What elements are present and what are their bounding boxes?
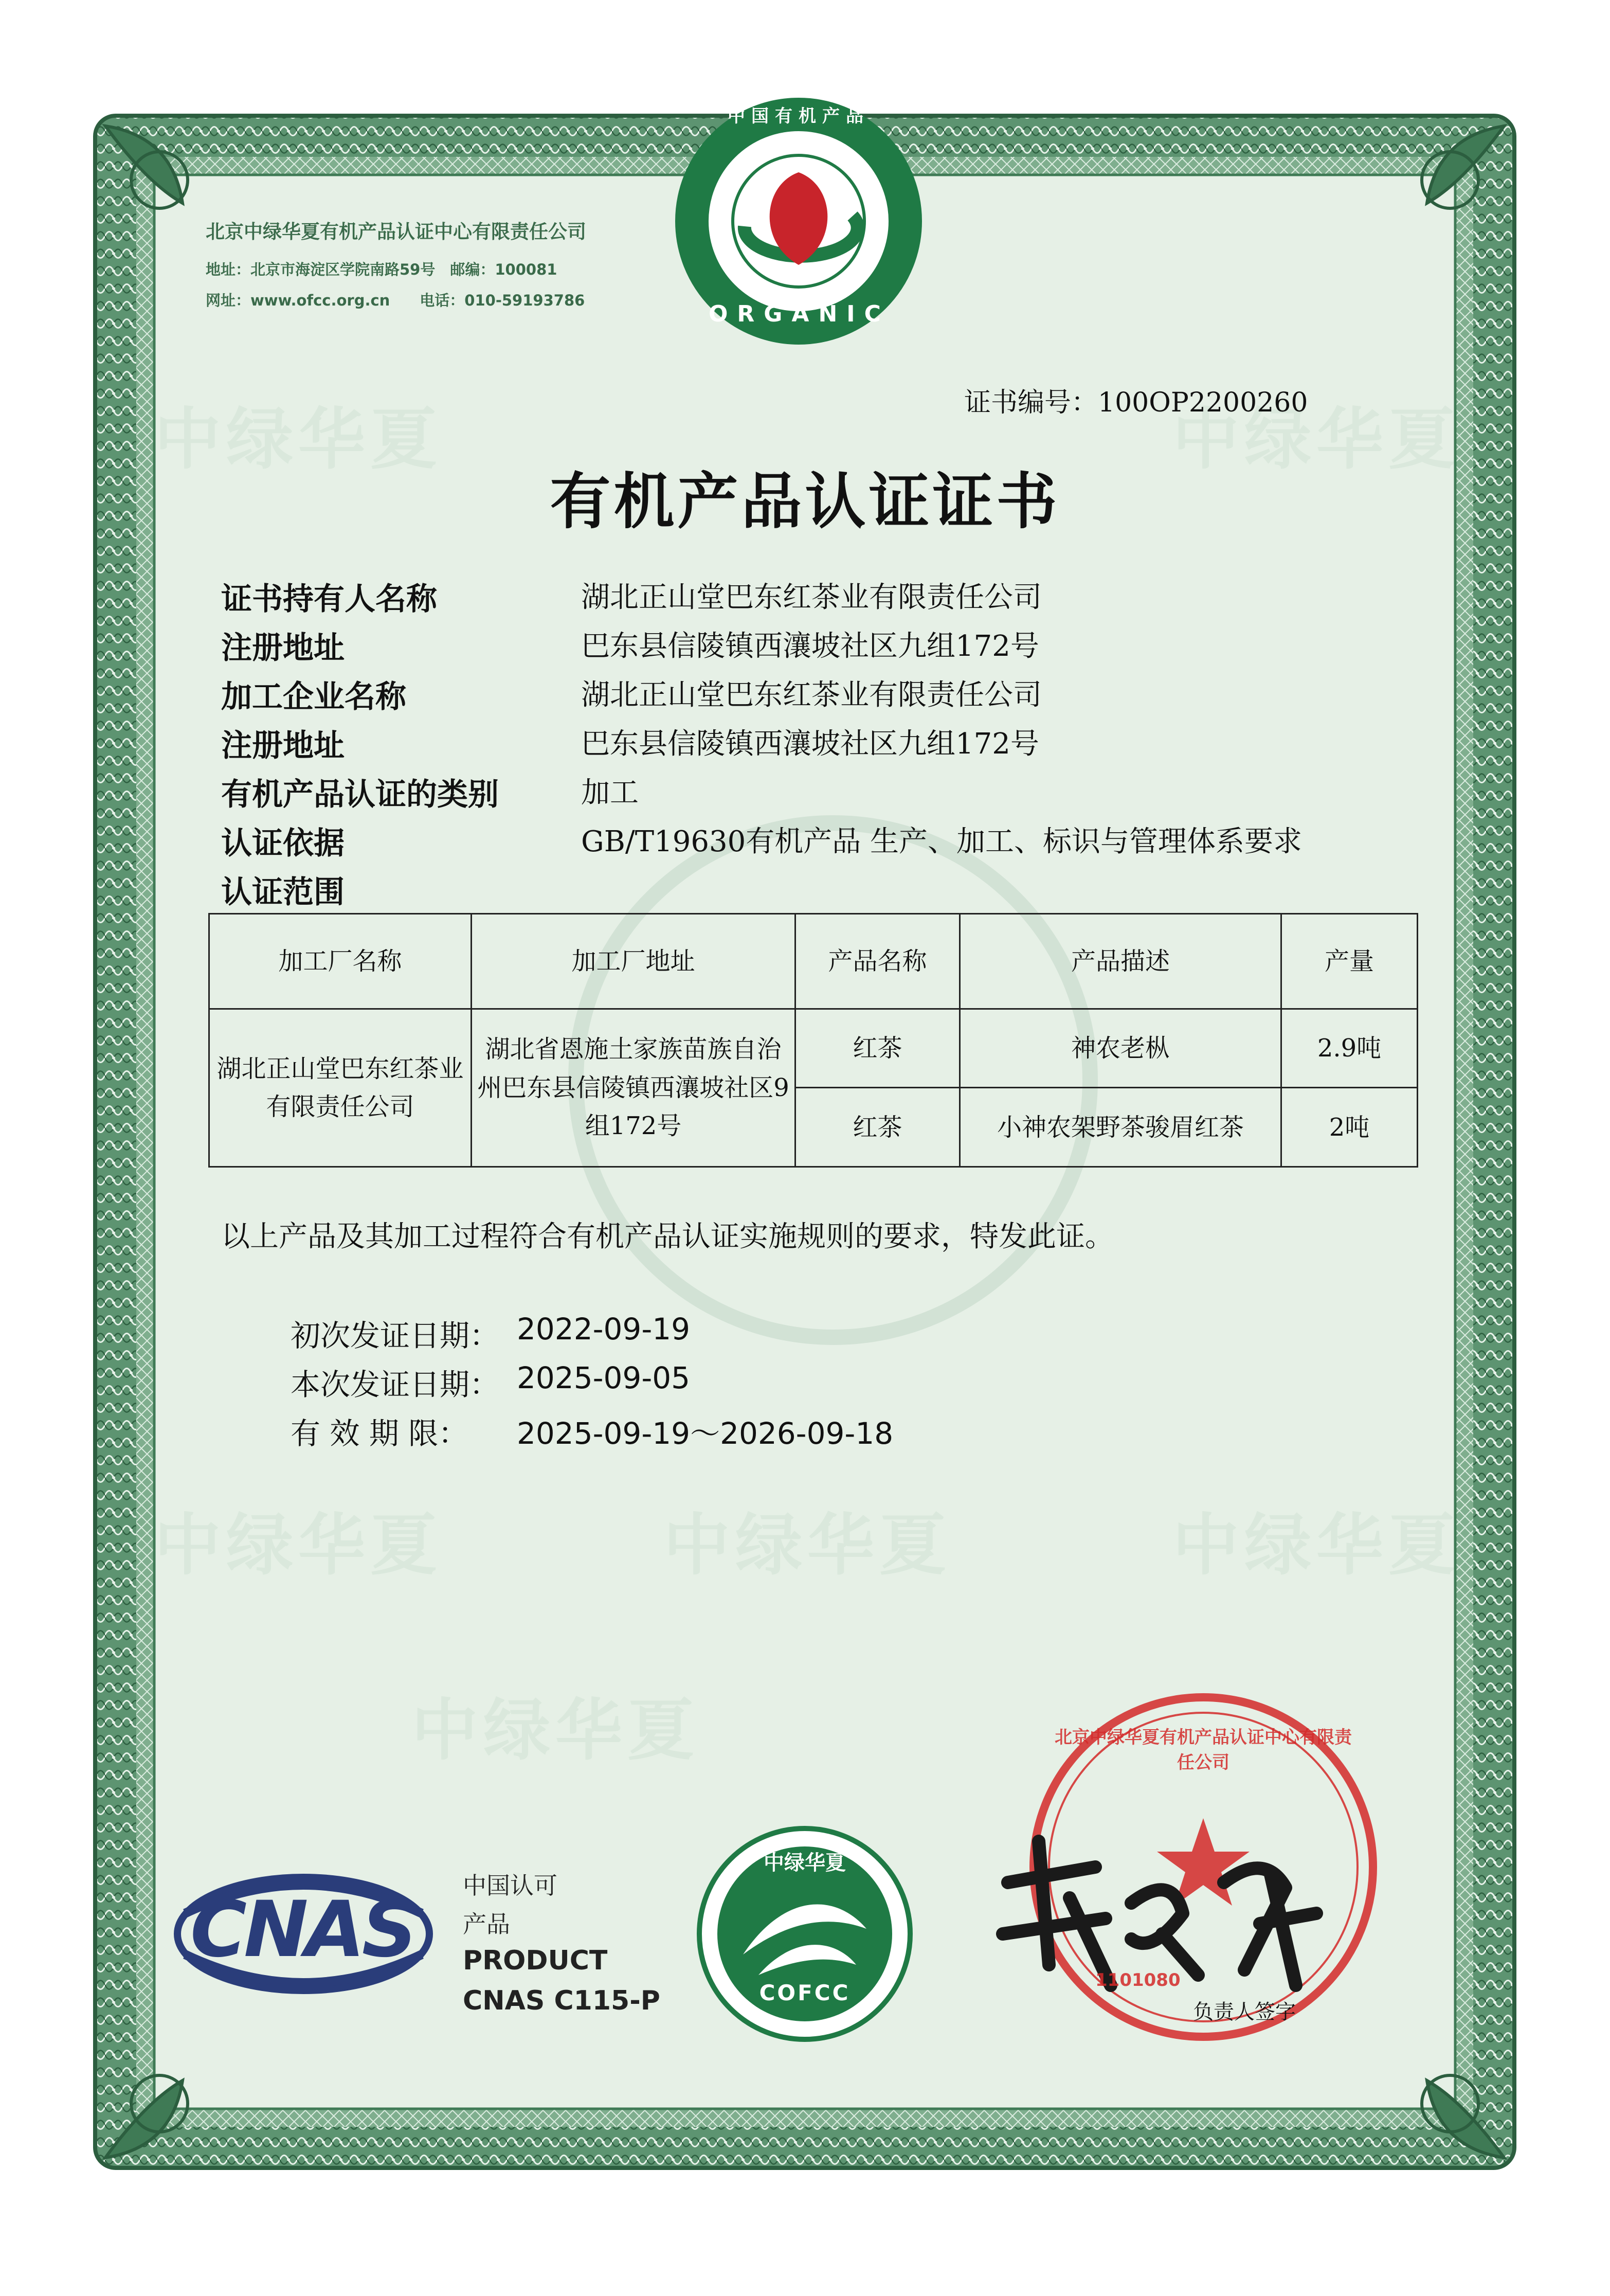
- field-label: 注册地址: [221, 630, 345, 666]
- field-label: 证书持有人名称: [221, 581, 437, 617]
- seal-code: 1101080: [1095, 1970, 1181, 1990]
- field-label: 有机产品认证的类别: [221, 777, 499, 813]
- certificate-number: 证书编号：100OP2200260: [964, 387, 1308, 418]
- date-label: 有 效 期 限：: [291, 1416, 468, 1451]
- cnas-line: PRODUCT: [463, 1945, 608, 1976]
- watermark: 中绿华夏: [1172, 400, 1461, 478]
- watermark: 中绿华夏: [1172, 1506, 1461, 1584]
- product-name-cell: 红茶: [795, 1088, 960, 1167]
- watermark: 中绿华夏: [154, 1506, 443, 1584]
- issuer-address: 地址：北京市海淀区学院南路59号 邮编：100081: [206, 261, 557, 278]
- product-description-cell: 神农老枞: [960, 1009, 1281, 1088]
- product-name-cell: 红茶: [795, 1009, 960, 1088]
- field-value: 巴东县信陵镇西瀼坡社区九组172号: [581, 630, 1039, 663]
- issuer-name: 北京中绿华夏有机产品认证中心有限责任公司: [206, 221, 586, 243]
- quantity-cell: 2.9吨: [1281, 1009, 1418, 1088]
- factory-address-cell: 湖北省恩施土家族苗族自治州巴东县信陵镇西瀼坡社区9组172号: [472, 1009, 795, 1167]
- date-value: 2025-09-19～2026-09-18: [517, 1416, 894, 1451]
- field-value: 巴东县信陵镇西瀼坡社区九组172号: [581, 727, 1039, 761]
- date-label: 初次发证日期：: [291, 1318, 500, 1353]
- table-header-cell: 产品名称: [795, 914, 960, 1009]
- watermark: 中绿华夏: [663, 1506, 952, 1584]
- cofcc-logo-top-text: 中绿华夏: [764, 1851, 846, 1875]
- table-header-cell: 加工厂地址: [472, 914, 795, 1009]
- watermark: 中绿华夏: [411, 1691, 700, 1769]
- field-label: 认证依据: [221, 826, 345, 862]
- seal-ring-text: 北京中绿华夏有机产品认证中心有限责任公司: [1055, 1727, 1352, 1773]
- cofcc-logo-bottom-text: COFCC: [759, 1980, 851, 2005]
- factory-name-cell: 湖北正山堂巴东红茶业有限责任公司: [209, 1009, 472, 1167]
- field-label: 加工企业名称: [221, 679, 406, 715]
- table-row: [209, 1009, 1418, 1088]
- table-header-row: [209, 914, 1418, 1009]
- field-value: GB/T19630有机产品 生产、加工、标识与管理体系要求: [581, 825, 1303, 858]
- organic-logo-bottom-text: ORGANIC: [709, 301, 890, 327]
- cnas-line: CNAS C115-P: [463, 1985, 660, 2016]
- issuer-website: 网址：www.ofcc.org.cn 电话：010-59193786: [206, 292, 585, 309]
- scope-table: [208, 913, 1418, 1168]
- date-value: 2022-09-19: [517, 1312, 691, 1347]
- organic-logo-arc-text: 中国有机产品: [728, 106, 870, 127]
- watermark: 中绿华夏: [154, 400, 443, 478]
- quantity-cell: 2吨: [1281, 1088, 1418, 1167]
- cnas-logo-text: CNAS: [190, 1885, 414, 1975]
- product-description-cell: 小神农架野茶骏眉红茶: [960, 1088, 1281, 1167]
- field-value: 加工: [581, 776, 639, 810]
- date-value: 2025-09-05: [517, 1360, 691, 1395]
- table-header-cell: 加工厂名称: [209, 914, 472, 1009]
- certification-statement: 以上产品及其加工过程符合有机产品认证实施规则的要求，特发此证。: [221, 1220, 1114, 1253]
- cnas-line: 中国认可: [463, 1872, 557, 1899]
- field-label: 注册地址: [221, 728, 345, 764]
- page-title: 有机产品认证证书: [550, 466, 1060, 537]
- table-header-cell: 产品描述: [960, 914, 1281, 1009]
- cnas-line: 产品: [463, 1910, 510, 1938]
- field-value: 湖北正山堂巴东红茶业有限责任公司: [581, 581, 1042, 614]
- field-value: 湖北正山堂巴东红茶业有限责任公司: [581, 678, 1042, 712]
- signature-caption: 负责人签字: [1193, 2000, 1296, 2024]
- field-label: 认证范围: [221, 874, 345, 910]
- table-header-cell: 产量: [1281, 914, 1418, 1009]
- date-label: 本次发证日期：: [291, 1367, 500, 1402]
